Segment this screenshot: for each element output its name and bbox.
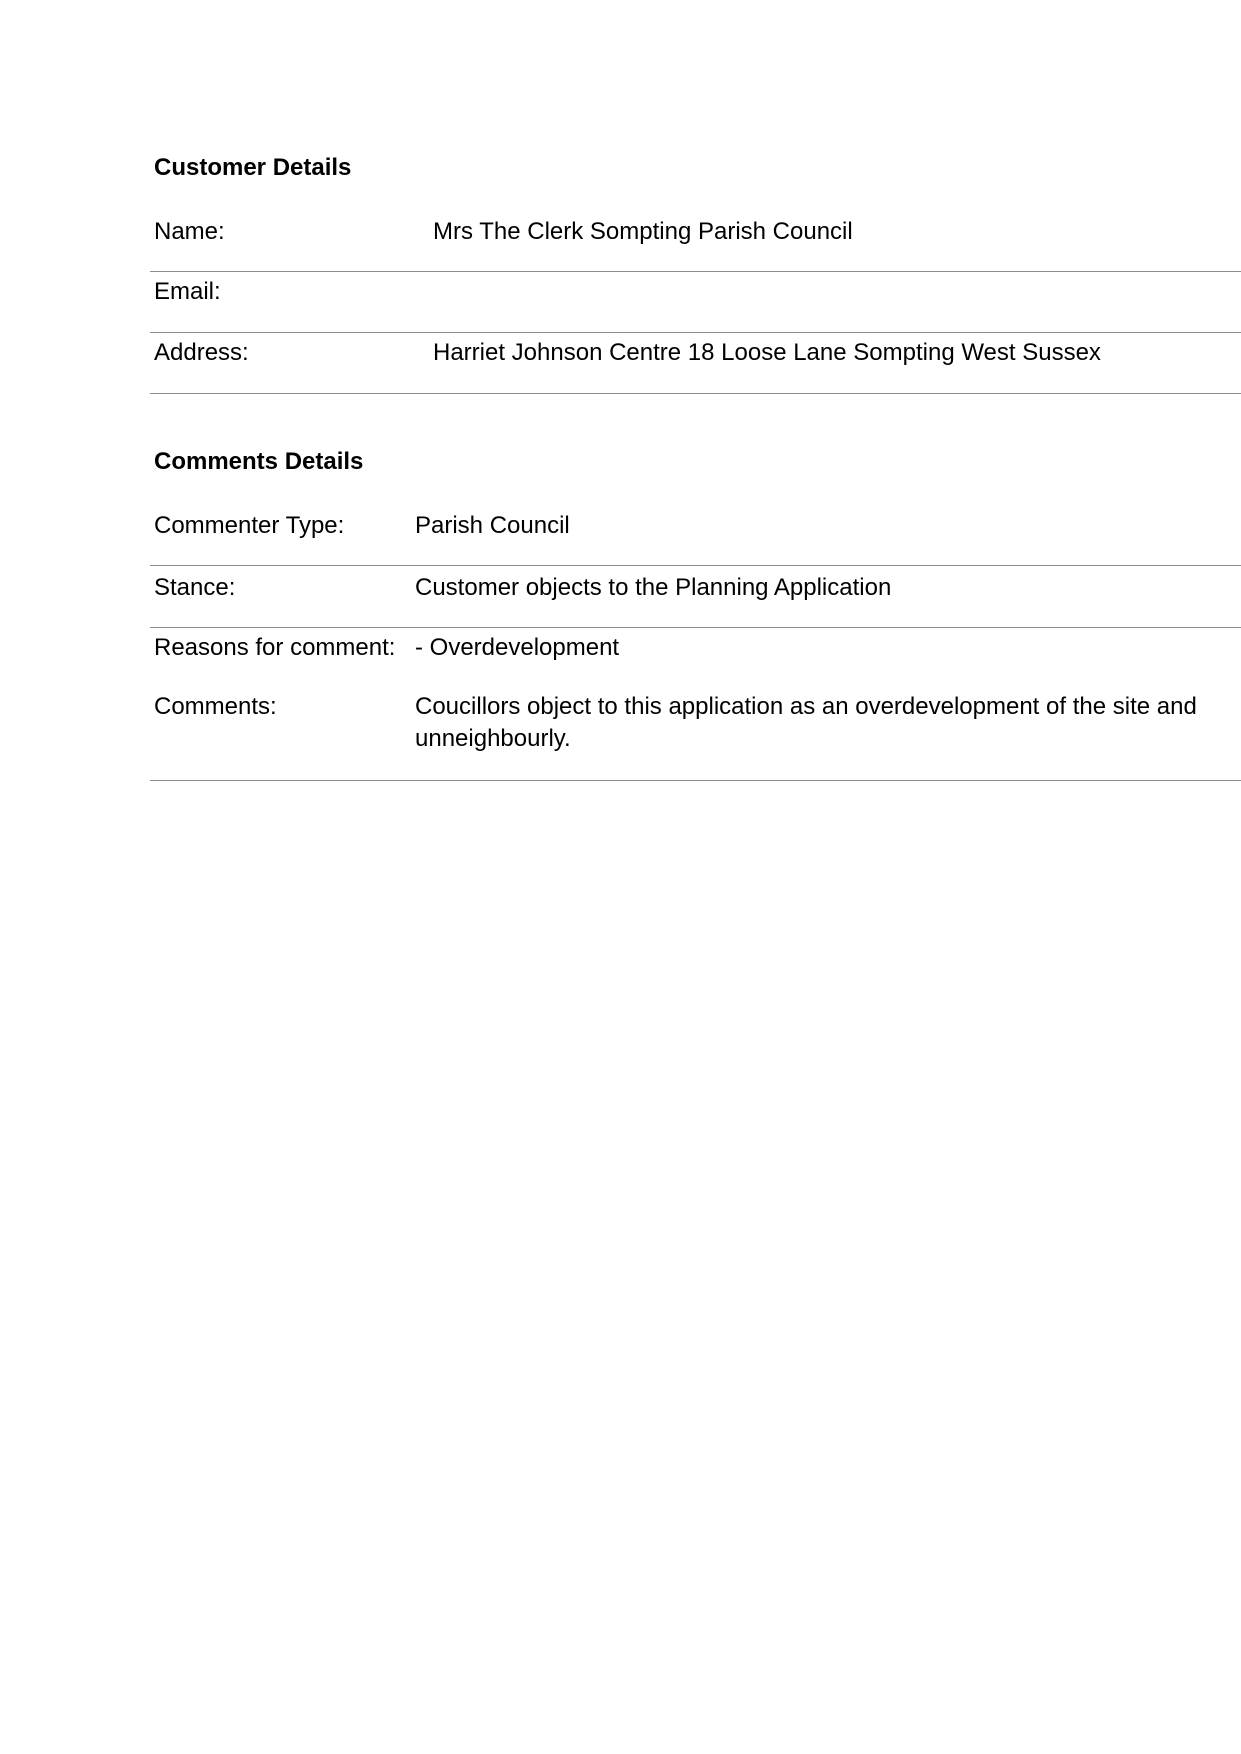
address-value: Harriet Johnson Centre 18 Loose Lane Sompting West Sussex (433, 339, 1101, 366)
commenter-type-label: Commenter Type: (154, 512, 345, 539)
commenter-type-value: Parish Council (415, 512, 570, 539)
customer-details-heading: Customer Details (154, 154, 352, 181)
comments-value: Coucillors object to this application as an overdevelopment of the site and unneighbourly. (415, 693, 1197, 752)
address-label: Address: (154, 339, 249, 366)
name-value: Mrs The Clerk Sompting Parish Council (433, 218, 853, 245)
name-label: Name: (154, 218, 225, 245)
reasons-comments-row (150, 628, 1241, 781)
stance-value: Customer objects to the Planning Application (415, 574, 892, 601)
stance-row (150, 566, 1241, 628)
comments-label: Comments: (154, 693, 277, 720)
stance-label: Stance: (154, 574, 236, 601)
reasons-value: - Overdevelopment (415, 634, 620, 661)
comments-details-heading: Comments Details (154, 448, 364, 475)
commenter-type-row (150, 506, 1241, 566)
email-label: Email: (154, 278, 221, 305)
customer-email-row (150, 272, 1241, 333)
customer-address-row (150, 333, 1241, 394)
reasons-label: Reasons for comment: (154, 634, 396, 661)
customer-name-row (150, 212, 1241, 272)
